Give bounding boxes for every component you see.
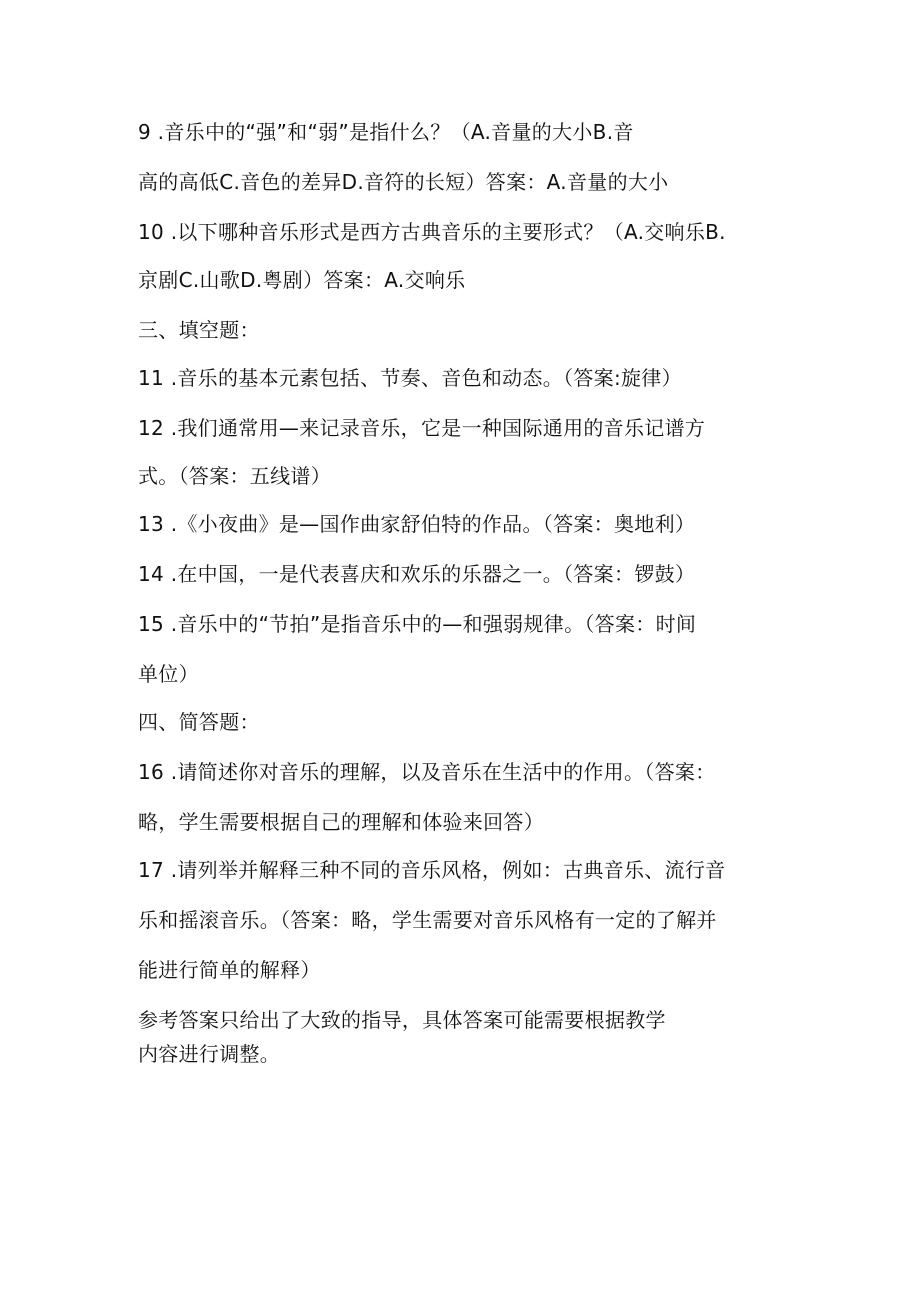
question-12-line-2: 式。（答案：五线谱） (138, 464, 331, 488)
section-heading-fill-in: 三、填空题： (138, 318, 260, 342)
question-9-line-2: 高的高低C.音色的差异D.音符的长短）答案：A.音量的大小 (138, 170, 669, 194)
question-11-line-1: 11 .音乐的基本元素包括、节奏、音色和动态。（答案:旋律） (138, 366, 682, 390)
question-17-line-2: 乐和摇滚音乐。（答案：略，学生需要对音乐风格有一定的了解并 (138, 908, 717, 932)
question-12-line-1: 12 .我们通常用—来记录音乐，它是一种国际通用的音乐记谱方 (138, 416, 706, 440)
note-line-1: 参考答案只给出了大致的指导，具体答案可能需要根据教学 (138, 1008, 666, 1032)
note-line-2: 内容进行调整。 (138, 1042, 281, 1066)
question-15-line-1: 15 .音乐中的“节拍”是指音乐中的—和强弱规律。（答案：时间 (138, 612, 697, 636)
question-16-line-1: 16 .请简述你对音乐的理解，以及音乐在生活中的作用。（答案： (138, 760, 716, 784)
question-10-line-1: 10 .以下哪种音乐形式是西方古典音乐的主要形式？（A.交响乐B. (138, 220, 726, 244)
question-16-line-2: 略，学生需要根据自己的理解和体验来回答） (138, 810, 544, 834)
question-13-line-1: 13 .《小夜曲》是—国作曲家舒伯特的作品。（答案：奥地利） (138, 512, 696, 536)
section-heading-short-answer: 四、简答题： (138, 710, 260, 734)
question-17-line-3: 能进行简单的解释） (138, 958, 321, 982)
question-10-line-2: 京剧C.山歌D.粤剧）答案：A.交响乐 (138, 268, 466, 292)
question-14-line-1: 14 .在中国，一是代表喜庆和欢乐的乐器之一。（答案：锣鼓） (138, 562, 696, 586)
question-15-line-2: 单位） (138, 662, 199, 686)
question-17-line-1: 17 .请列举并解释三种不同的音乐风格，例如：古典音乐、流行音 (138, 858, 726, 882)
question-9-line-1: 9 .音乐中的“强”和“弱”是指什么？（A.音量的大小B.音 (138, 120, 634, 144)
